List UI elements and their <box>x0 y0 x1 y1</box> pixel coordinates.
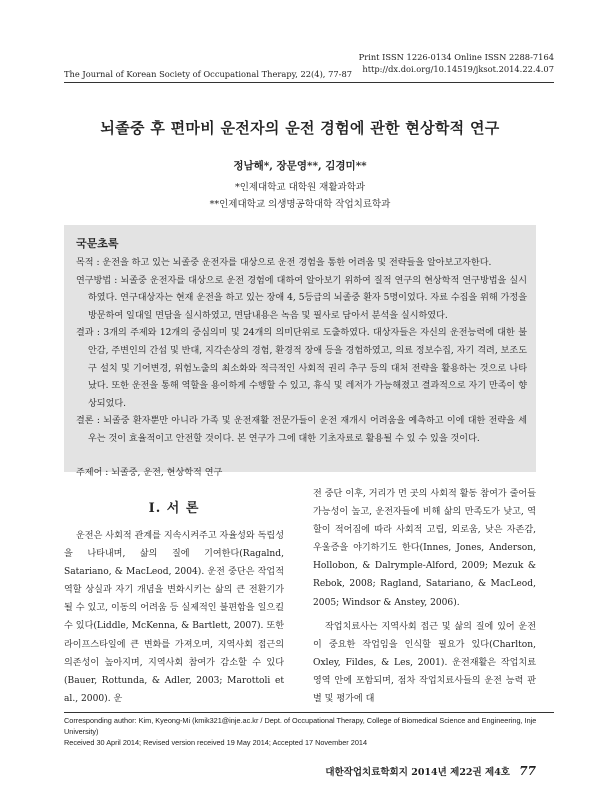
corresponding-author: Corresponding author: Kim, Kyeong-Mi (kmik321@inje.ac.kr / Dept. of Occupational Therapy, College of Biomedical Science and Engineering, Inje University) <box>64 716 537 736</box>
left-column <box>64 527 284 708</box>
affiliation-1: *인제대학교 대학원 재활과학과 <box>234 182 366 193</box>
intro-paragraph-1-cont: 전 중단 이후, 거리가 먼 곳의 사회적 활동 참여가 줄어들 가능성이 높고, 운전자들에 비해 삶의 만족도가 낮고, 역할이 적어짐에 따라 사회적 고립, 외로움, 낮은 자존감, 우울증을 야기하기도 한다(Innes, Jones, Anderson, Hollobon, & Dalrymple-Alford, 2009; Mezuk & Rebok, 2008; Ragland, Satariano, & MacLeod, 2005; Windsor & Anstey, 2006). <box>313 489 536 608</box>
page-number: 77 <box>519 764 536 778</box>
abstract-heading: 국문초록 <box>76 237 119 250</box>
page-footer <box>325 764 536 778</box>
intro-paragraph-2: 작업치료사는 지역사회 접근 및 삶의 질에 있어 운전이 중요한 작업임을 인식할 필요가 있다(Charlton, Oxley, Fildes, & Les, 2001). 운전재활은 작업치료 영역 안에 포함되며, 점차 작업치료사들의 운전 능력 판별 및 평가에 대 <box>313 621 536 705</box>
right-column <box>313 485 536 708</box>
section-heading: Ⅰ. 서 론 <box>148 501 200 516</box>
intro-paragraph-1: 운전은 사회적 관계를 지속시켜주고 자율성와 독립성을 나타내며, 삶의 질에 기여한다(Ragalnd, Satariano, & MacLeod, 2004). 운전 중단은 작업적 역할 상실과 자기 개념을 변화시키는 삶의 큰 전환기가 될 수 있고, 이동의 어려움 등 실제적인 불편함을 일으킬 수 있다(Liddle, McKenna, & Bartlett, 2007). 또한 라이프스타일에 큰 변화를 가져오며, 지역사회 접근의 의존성이 높아지며, 지역사회 참여가 감소할 수 있다(Bauer, Rottunda, & Adler, 2003; Marottoli et al., 2000). 운 <box>64 531 284 704</box>
issn-block <box>359 51 554 75</box>
affiliation-2: **인제대학교 의생명공학대학 작업치료학과 <box>209 199 391 210</box>
authors: 정남해*, 장문영**, 김경미** <box>233 160 367 172</box>
received-dates: Received 30 April 2014; Revised version received 19 May 2014; Accepted 17 November 2014 <box>64 737 368 747</box>
keywords: 주제어 : 뇌졸중, 운전, 현상학적 연구 <box>76 467 223 478</box>
abstract-conclusion: 결론 : 뇌졸중 환자뿐만 아니라 가족 및 운전재활 전문가들이 운전 재개시 어려움을 예측하고 이에 대한 전략을 세우는 것이 효율적이고 안전할 것이다. 본 연구가 그에 대한 기초자료로 활용될 수 있 수 있을 것이다. <box>76 416 527 444</box>
paper-title: 뇌졸중 후 편마비 운전자의 운전 경험에 관한 현상학적 연구 <box>100 119 500 137</box>
footnote <box>64 716 554 748</box>
doi: http://dx.doi.org/10.14519/jksot.2014.22.4.07 <box>362 64 554 74</box>
footer-journal: 대한작업치료학회지 2014년 제22권 제4호 <box>325 767 510 778</box>
abstract-results: 결과 : 3개의 주제와 12개의 중심의미 및 24개의 의미단위로 도출하였다. 대상자들은 자신의 운전능력에 대한 불안감, 주변인의 간섭 및 반대, 지각손상의 경험, 환경적 장애 등을 경험하였고, 의료 정보수집, 자기 격려, 보조도구 설치 및 기어변경, 위험노출의 최소화와 적극적인 사회적 권리 추구 등의 대처 전략을 활용하는 것으로 나타났다. 또한 운전을 통해 역할을 용이하게 수행할 수 있고, 휴식 및 레저가 가능해졌고 결과적으로 자기 만족이 향상되었다. <box>76 328 527 409</box>
abstract-purpose: 목적 : 운전을 하고 있는 뇌졸중 운전자를 대상으로 운전 경험을 통한 어려움 및 전략들을 알아보고자한다. <box>76 258 492 268</box>
issn: Print ISSN 1226-0134 Online ISSN 2288-7164 <box>358 52 554 62</box>
abstract-box <box>64 225 536 478</box>
journal-citation: The Journal of Korean Society of Occupational Therapy, 22(4), 77-87 <box>64 69 353 79</box>
abstract-methods: 연구방법 : 뇌졸중 운전자를 대상으로 운전 경험에 대하여 알아보기 위하여 질적 연구의 현상학적 연구방법을 실시하였다. 연구대상자는 현재 운전을 하고 있는 장애 4, 5등급의 뇌졸중 환자 5명이었다. 자료 수집을 위해 가정을 방문하여 일대일 면담을 실시하였고, 면담내용은 녹음 및 필사로 담아서 분석을 실시하였다. <box>76 275 527 321</box>
header-rule <box>64 82 554 83</box>
footnote-rule <box>64 712 554 713</box>
